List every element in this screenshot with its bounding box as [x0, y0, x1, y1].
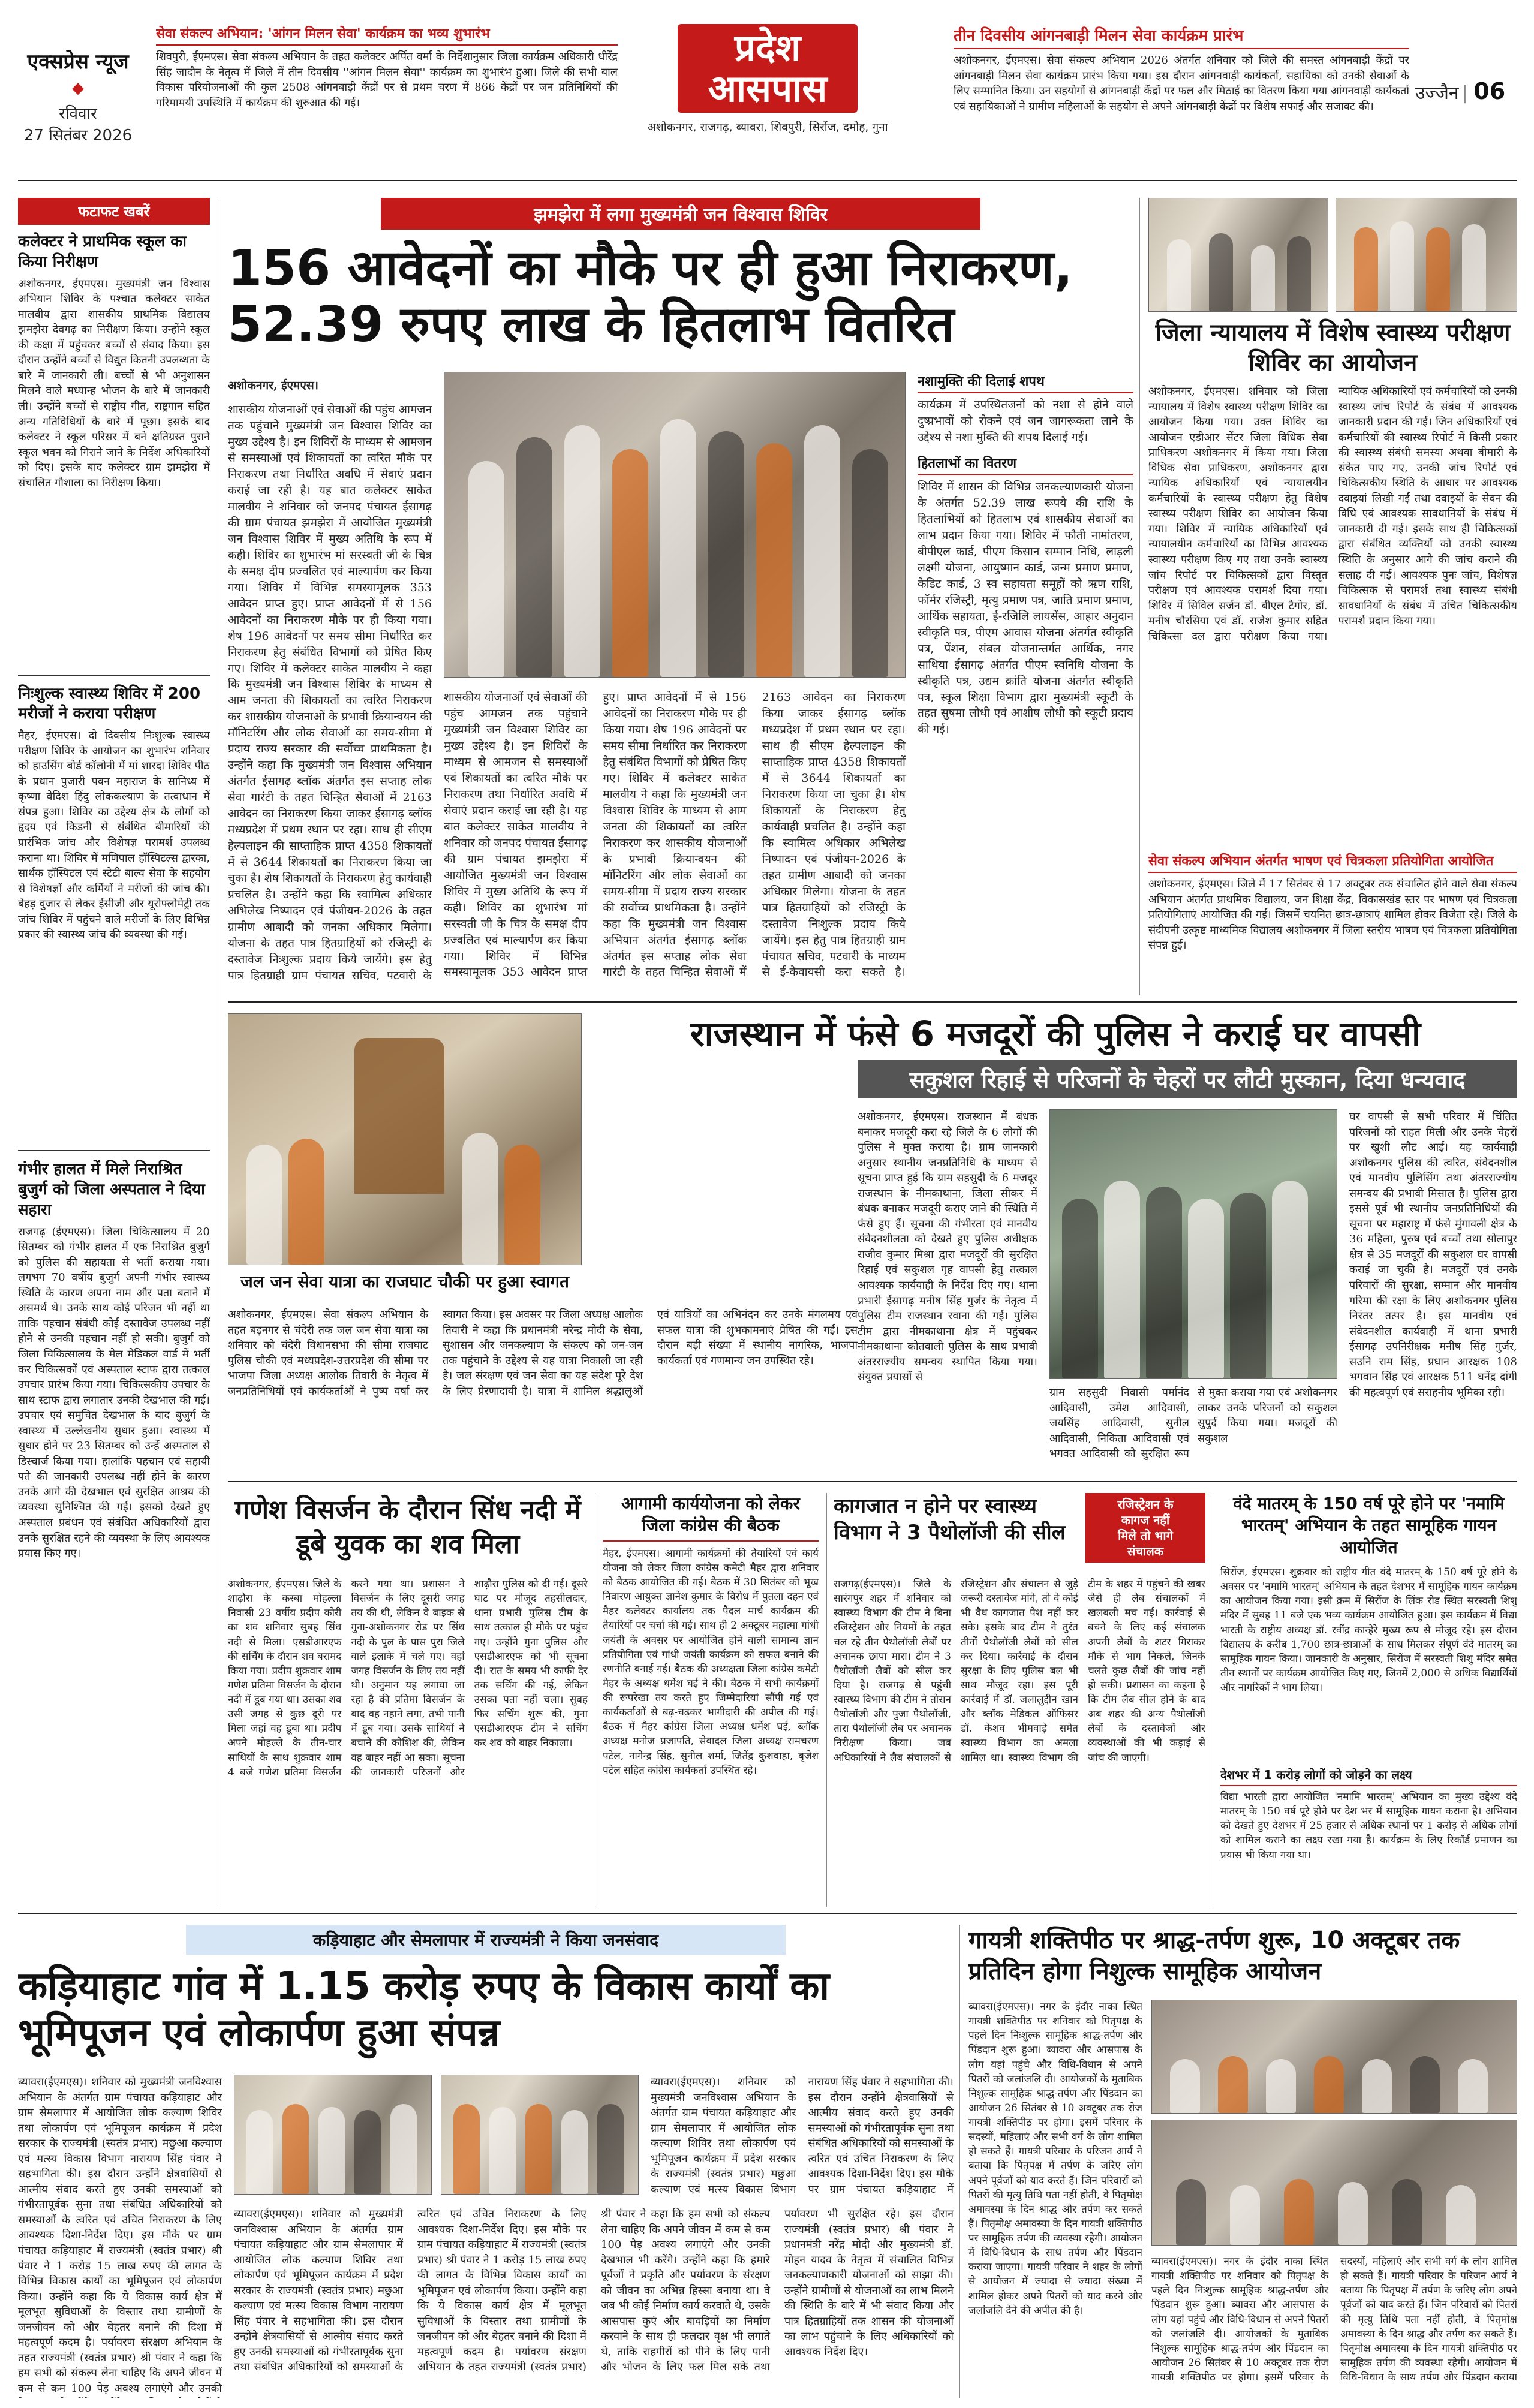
lead-sidebar — [918, 372, 1133, 995]
fatafat-item-2 — [18, 684, 210, 1136]
vande-story — [1220, 1493, 1517, 1907]
top-right-headline: तीन दिवसीय आंगनबाड़ी मिलन सेवा कार्यक्रम प्रारंभ — [954, 24, 1409, 49]
masthead-rule — [18, 180, 1517, 181]
lead-kicker: झमझेरा में लगा मुख्यमंत्री जन विश्वास शिविर — [381, 198, 980, 230]
lead-body-lower: शासकीय योजनाओं एवं सेवाओं की पहुंच आमजन तक पहुंचाने मुख्यमंत्री जन विश्वास शिविर का मुख्य उद्देश्य है। इन शिविरों के माध्यम से आमजन से समस्याओं एवं शिकायतों का त्वरित मौके पर निराकरण तथा निर्धारित अवधि में सेवाएं प्रदान कराई जा रही है। यह बात कलेक्टर साकेत मालवीय ने शनिवार को जनपद पंचायत ईसागढ़ की ग्राम पंचायत झमझेरा में आयोजित मुख्यमंत्री जन विश्वास शिविर में मुख्य अतिथि के रूप में कही। शिविर का शुभारंभ मां सरस्वती जी के चित्र के समक्ष दीप प्रज्वलित एवं माल्यार्पण कर किया गया। शिविर में विभिन्न समस्यामूलक 353 आवेदन प्राप्त हुए। प्राप्त आवेदनों में से 156 आवेदनों का निराकरण मौके पर ही किया गया। शेष 196 आवेदनों पर समय सीमा निर्धारित कर निराकरण हेतु संबंधित विभागों को प्रेषित किए गए। शिविर में कलेक्टर साकेत मालवीय ने कहा कि मुख्यमंत्री जन विश्वास शिविर के माध्यम से आम जनता की शिकायतों का त्वरित निराकरण कर शासकीय योजनाओं के प्रभावी क्रियान्वयन की मॉनिटरिंग और लोक सेवाओं का समय-सीमा में प्रदाय राज्य सरकार की सर्वोच्च प्राथमिकता है। उन्होंने कहा कि मुख्यमंत्री जन विश्वास अभियान अंतर्गत ईसागढ़ ब्लॉक अंतर्गत इस सप्ताह लोक सेवा गारंटी के तहत चिन्हित सेवाओं में 2163 आवेदन का निराकरण किया जाकर ईसागढ़ ब्लॉक मध्यप्रदेश में प्रथम स्थान पर रहा। साथ ही सीएम हेल्पलाइन की साप्ताहिक प्राप्त 4358 शिकायतों में से 3644 शिकायतों का निराकरण किया जा चुका है। शेष शिकायतों के निराकरण हेतु कार्यवाही प्रचलित है। उन्होंने कहा कि स्वामित्व अधिकार अभिलेख निष्पादन एवं पंजीयन-2026 के तहत ग्रामीण आबादी को जनका अधिकार मिलेगा। योजना के तहत पात्र हितग्राहियों को रजिस्ट्री के दस्तावेज निःशुल्क प्रदाय किये जायेंगे। इस हेतु पात्र हितग्राही ग्राम पंचायत सचिव, पटवारी के माध्यम से ई-केवायसी करा सकते है। — [444, 691, 906, 979]
rajasthan-photo — [1049, 1109, 1337, 1379]
rajasthan-body-right: घर वापसी से सभी परिवार में चिंतित परिजनों को राहत मिली और उनके चेहरों पर खुशी लौट आई। यह कार्यवाही अशोकनगर पुलिस की त्वरित, संवेदनशील एवं मानवीय पुलिसिंग तथा अंतरराज्यीय समन्वय की प्रभावी मिसाल है। पुलिस द्वारा इससे पूर्व भी स्थानीय जनप्रतिनिधियों की सूचना पर महाराष्ट्र में फंसे मुंगावली क्षेत्र के 36 महिला, पुरुष एवं बच्चों तथा सोलापुर क्षेत्र से 35 मजदूरों की सकुशल घर वापसी कराई जा चुकी है। मजदूरों एवं उनके परिवारों की सुरक्षा, सम्मान और मानवीय गरिमा की रक्षा के लिए अशोकनगर पुलिस निरंतर तत्पर है। इस मानवीय एवं संवेदनशील कार्यवाही में थाना प्रभारी ईसागढ़ उपनिरीक्षक मनीष सिंह गुर्जर, सउनि राम सिंह, प्रधान आरक्षक 108 भगवान सिंह एवं आरक्षक 511 घनेंद्र दांगी की महत्वपूर्ण एवं सराहनीय भूमिका रही। — [1349, 1110, 1517, 1399]
fatafat-headline: कलेक्टर ने प्राथमिक स्कूल का किया निरीक्षण — [18, 233, 187, 271]
pathology-headline: कागजात न होने पर स्वास्थ्य विभाग ने 3 पैथोलॉजी की सील — [834, 1494, 1066, 1545]
fatafat-label: फटाफट खबरें — [18, 198, 210, 225]
kadiyahat-photo-1 — [234, 2075, 432, 2195]
page-number: 06 — [1473, 78, 1506, 104]
sidebar-body-benefits: शिविर में शासन की विभिन्न जनकल्याणकारी योजना के अंतर्गत 52.39 लाख रूपये की राशि के हितलाभियों को हितलाभ एवं शासकीय सेवाओं का लाभ प्रदान किया गया। शिविर में फौती नामांतरण, बीपीएल कार्ड, पीएम किसान सम्मान निधि, लाड़ली लक्ष्मी योजना, आयुष्मान कार्ड, जन्म प्रमाण प्रमाण, केडिट कार्ड, 3 स्व सहायता समूहों को ऋण राशि, फॉर्मर रजिस्ट्री, मृत्यु प्रमाण पत्र, जाति प्रमाण प्रमाण, आर्थिक सहायता, ई-रजिलि लायसेंस, आहार अनुदान स्वीकृति पत्र, पीएम आवास योजना अंतर्गत स्वीकृति पत्र, पेंशन, संबल योजनान्तर्गत आर्थिक, नगर साथिया ईसागढ़ अंतर्गत पीएम स्वनिधि योजना के स्वीकृति पत्र, उद्यम क्रांति योजना अंतर्गत स्वीकृति पत्र, स्कूल शिक्षा विभाग द्वारा मुख्यमंत्री स्कूटी के तहत सुषमा लोधी एवं आशीष लोधी को स्कूटी प्रदाय की गई। — [918, 480, 1133, 736]
health-photo-right — [1336, 198, 1517, 312]
gayatri-photo-1 — [1151, 2000, 1517, 2114]
speech-headline: सेवा संकल्प अभियान अंतर्गत भाषण एवं चित्रकला प्रतियोगिता आयोजित — [1148, 851, 1517, 873]
lead-dateline: अशोकनगर, ईएमएस। — [228, 379, 318, 392]
edition-name: उज्जैन — [1415, 83, 1459, 104]
kadiyahat-photo-2 — [441, 2075, 639, 2195]
gayatri-photo-2 — [1151, 2120, 1517, 2246]
rajasthan-photo-caption: ग्राम सहसुदी निवासी पर्मानंद आदिवासी, उमेश आदिवासी, जयसिंह आदिवासी, सुनील आदिवासी, निकिता आदिवासी एवं भगवत आदिवासी को सुरक्षित रूप से मुक्त कराया गया एवं अशोकनगर लाकर उनके परिजनों को सकुशल सुपुर्द किया गया। मजदूरों की सकुशल — [1049, 1386, 1337, 1461]
masthead — [18, 24, 1517, 162]
vande-subbody: विद्या भारती द्वारा आयोजित 'नमामि भारतम्' अभियान का मुख्य उद्देश्य वंदे मातरम् के 150 वर्ष पूरे होने पर देश भर में सामूहिक गायन कराना है। अभियान को देखते हुए देशभर में 25 हजार से अधिक स्थानों पर 1 करोड़ से अधिक लोगों को शामिल कराने का लक्ष्य रखा गया है। कार्यक्रम के लिए रिकॉर्ड प्रमाणन का प्रयास भी किया गया था। — [1220, 1791, 1517, 1861]
kadiyahat-story — [18, 1925, 954, 2398]
vande-headline: वंदे मातरम् के 150 वर्ष पूरे होने पर 'नमामि भारतम्' अभियान के तहत सामूहिक गायन आयोजित — [1233, 1494, 1505, 1557]
gayatri-story — [968, 1925, 1517, 2398]
health-headline: जिला न्यायालय में विशेष स्वास्थ्य परीक्षण शिविर का आयोजन — [1155, 319, 1511, 377]
section-title-line2: आसपास — [708, 67, 828, 111]
ganesh-headline: गणेश विसर्जन के दौरान सिंध नदी में डूबे युवक का शव मिला — [234, 1495, 581, 1560]
fatafat-item-3 — [18, 1160, 210, 1907]
jal-jan-body: अशोकनगर, ईएमएस। सेवा संकल्प अभियान के तहत बड़नगर से चंदेरी तक जल जन सेवा यात्रा का शनिवार को चंदेरी विधानसभा की सीमा राजघाट पुलिस चौकी एवं मध्यप्रदेश-उत्तरप्रदेश की सीमा पर भाजपा जिला अध्यक्ष आलोक तिवारी के नेतृत्व में जनप्रतिनिधियों एवं कार्यकर्ताओं ने पुष्प वर्षा कर स्वागत किया। इस अवसर पर जिला अध्यक्ष आलोक तिवारी ने कहा कि प्रधानमंत्री नरेन्द्र मोदी के सेवा, सुशासन और जनकल्याण के संकल्प को जन-जन तक पहुंचाने के उद्देश्य से यह यात्रा निकाली जा रही है। जल संरक्षण एवं जन सेवा का यह संदेश पूरे देश के लिए प्रेरणादायी है। यात्रा में शामिल श्रद्धालुओं एवं यात्रियों का अभिनंदन कर उनके मंगलमय एवं सफल यात्रा की शुभकामनाएं प्रेषित की गईं। इस दौरान बड़ी संख्या में स्थानीय नागरिक, भाजपा कार्यकर्ता एवं गणमान्य जन उपस्थित रहे। — [228, 1308, 858, 1398]
rajasthan-body-left: अशोकनगर, ईएमएस। राजस्थान में बंधक बनाकर मजदूरी करा रहे जिले के 6 लोगों की पुलिस ने मुक्त कराया है। ग्राम जानकारी अनुसार स्थानीय जनप्रतिनिधि के माध्यम से सूचना प्राप्त हुई कि ग्राम सहसुदी के 6 मजदूर राजस्थान के नीमकाथाना, जिला सीकर में बंधक बनाकर मजदूरी कराए जाने की स्थिति में फंसे हुए हैं। सूचना की गंभीरता एवं मानवीय संवेदनशीलता को देखते हुए पुलिस अधीक्षक राजीव कुमार मिश्रा द्वारा मजदूरों की सुरक्षित रिहाई एवं सकुशल गृह वापसी हेतु तत्काल आवश्यक कार्यवाही के निर्देश दिए गए। थाना प्रभारी ईसागढ़ मनीष सिंह गुर्जर के नेतृत्व में पुलिस टीम राजस्थान रवाना की गई। पुलिस टीम द्वारा नीमकाथाना क्षेत्र में पहुंचकर नीमकाथाना कोतवाली पुलिस के साथ प्रभावी अंतरराज्यीय समन्वय स्थापित किया गया। संयुक्त प्रयासों से — [858, 1110, 1037, 1384]
kadiyahat-body-left: ब्यावरा(ईएमएस)। शनिवार को मुख्यमंत्री जनविश्वास अभियान के अंतर्गत ग्राम पंचायत कड़ियाहाट और ग्राम सेमलापार में आयोजित लोक कल्याण शिविर तथा लोकार्पण एवं भूमिपूजन कार्यक्रम में प्रदेश सरकार के राज्यमंत्री (स्वतंत्र प्रभार) मछुआ कल्याण एवं मत्स्य विकास विभाग नारायण सिंह पंवार ने सहभागिता की। इस दौरान उन्होंने क्षेत्रवासियों से आत्मीय संवाद करते हुए उनकी समस्याओं को गंभीरतापूर्वक सुना तथा संबंधित अधिकारियों को समस्याओं के त्वरित एवं उचित निराकरण के लिए आवश्यक दिशा-निर्देश दिए। इस मौके पर ग्राम पंचायत कड़ियाहाट में राज्यमंत्री (स्वतंत्र प्रभार) श्री पंवार ने 1 करोड़ 15 लाख रुपए की लागत के विभिन्न विकास कार्यों का भूमिपूजन एवं लोकार्पण किया। उन्होंने कहा कि ये विकास कार्य क्षेत्र में मूलभूत सुविधाओं के विस्तार तथा ग्रामीणों के जनजीवन को और बेहतर बनाने की दिशा में महत्वपूर्ण कदम है। पर्यावरण संरक्षण अभियान के तहत राज्यमंत्री (स्वतंत्र प्रभार) श्री पंवार ने कहा कि हम सभी को संकल्प लेना चाहिए कि अपने जीवन में कम से कम 100 पेड़ अवश्य लगाएंगे और उनकी — [18, 2076, 222, 2395]
fatafat-headline: निःशुल्क स्वास्थ्य शिविर में 200 मरीजों ने कराया परीक्षण — [18, 684, 201, 723]
fatafat-headline: गंभीर हालत में मिले निराश्रित बुजुर्ग को जिला अस्पताल ने दिया सहारा — [18, 1160, 205, 1219]
lead-headline: 156 आवेदनों का मौके पर ही हुआ निराकरण, 52.39 रुपए लाख के हितलाभ वितरित — [228, 240, 1073, 354]
pathology-body: राजगढ़(ईएमएस)। जिले के सारंगपुर शहर में शनिवार को स्वास्थ्य विभाग की टीम ने बिना रजिस्ट्रेशन और नियमों के तहत चल रहे तीन पैथोलॉजी लैबों पर अचानक छापा मारा। टीम ने 3 पैथोलॉजी लैबों को सील कर दिया है। राजगढ़ से पहुंची स्वास्थ्य विभाग की टीम ने तोरान पैथोलॉजी और पुजा पैथोलॉजी, तारा पैथोलॉजी लैब पर अचानक निरीक्षण किया। जब अधिकारियों ने लैब संचालकों से रजिस्ट्रेशन और संचालन से जुड़े जरूरी दस्तावेज मांगे, तो वे कोई भी वैध कागजात पेश नहीं कर सके। इसके बाद टीम ने तुरंत तीनों पैथोलॉजी लैबों को सील कर दिया। कार्रवाई के दौरान सुरक्षा के लिए पुलिस बल भी साथ मौजूद रहा। इस पूरी कार्रवाई में डॉ. जलालुद्दीन खान और ब्लॉक मेडिकल ऑफिसर डॉ. केशव भीमवाड़े समेत स्वास्थ्य विभाग का अमला शामिल था। स्वास्थ्य विभाग की टीम के शहर में पहुंचने की खबर जैसे ही लैब संचालकों में खलबली मच गई। कार्रवाई से बचने के लिए कई संचालक अपनी लैबों के शटर गिराकर मौके से भाग निकले, जिनके चलते कुछ लैबों की जांच नहीं हो सकी। प्रशासन का कहना है कि टीम लैब सील होने के बाद अब शहर की अन्य पैथोलॉजी लैबों के दस्तावेजों और व्यवस्थाओं की भी कड़ाई से जांच की जाएगी। — [834, 1578, 1205, 1764]
top-right-story — [954, 24, 1409, 162]
vande-subhead: देशभर में 1 करोड़ लोगों को जोड़ने का लक्ष्य — [1220, 1766, 1517, 1786]
kadiyahat-body-right: ब्यावरा(ईएमएस)। शनिवार को मुख्यमंत्री जनविश्वास अभियान के अंतर्गत ग्राम पंचायत कड़ियाहाट और ग्राम सेमलापार में आयोजित लोक कल्याण शिविर तथा लोकार्पण एवं भूमिपूजन कार्यक्रम में प्रदेश सरकार के राज्यमंत्री (स्वतंत्र प्रभार) मछुआ कल्याण एवं मत्स्य विकास विभाग नारायण सिंह पंवार ने सहभागिता की। इस दौरान उन्होंने क्षेत्रवासियों से आत्मीय संवाद करते हुए उनकी समस्याओं को गंभीरतापूर्वक सुना तथा संबंधित अधिकारियों को समस्याओं के त्वरित एवं उचित निराकरण के लिए आवश्यक दिशा-निर्देश दिए। इस मौके पर ग्राम पंचायत कड़ियाहाट में — [651, 2076, 954, 2196]
brand-name: एक्सप्रेस न्यूज — [27, 50, 129, 74]
congress-body: मैहर, ईएमएस। आगामी कार्यक्रमों की तैयारियों एवं कार्य योजना को लेकर जिला कांग्रेस कमेटी मैहर द्वारा शनिवार को बैठक आयोजित की गई। बैठक में 30 सितंबर को भूख निवारण आयुक्त ज्ञानेश कुमार के विरोध में पुतला दहन एवं मैहर कलेक्टर कार्यालय तक पैदल मार्च कार्यक्रम की तैयारियों पर चर्चा की गई। साथ ही 2 अक्टूबर महात्मा गांधी जयंती के अवसर पर आयोजित होने वाली सामान्य ज्ञान प्रतियोगिता एवं गांधी जयंती कार्यक्रम को सफल बनाने की रणनीति बनाई गई। बैठक की अध्यक्षता जिला कांग्रेस कमेटी मैहर के अध्यक्ष धर्मेश घई ने की। बैठक में सभी कार्यक्रमों की रूपरेखा तय करते हुए जिम्मेदारियां सौंपी गई एवं कार्यकर्ताओं से बढ़-चढ़कर भागीदारी की अपील की गई। बैठक में मैहर कांग्रेस जिला अध्यक्ष धर्मेश घई, ब्लॉक अध्यक्ष मनोज प्रजापति, सेवादल जिला अध्यक्ष रामचरण पटेल, नागेन्द्र सिंह, सुनील शर्मा, जितेंद्र कुशवाहा, बृजेश पटेल सहित कांग्रेस कार्यकर्ता उपस्थित रहे। — [603, 1547, 819, 1777]
sidebar-body-oath: कार्यक्रम में उपस्थितजनों को नशा से होने वाले दुष्प्रभावों को रोकने एवं जन जागरूकता लाने के उद्देश्य से नशा मुक्ति की शपथ दिलाई गई। — [918, 398, 1133, 444]
section-title-line1: प्रदेश — [734, 26, 801, 70]
kadiyahat-headline: कड़ियाहाट गांव में 1.15 करोड़ रुपए के विकास कार्यों का भूमिपूजन एवं लोकार्पण हुआ संपन्न — [18, 1964, 829, 2056]
gayatri-body-lower: ब्यावरा(ईएमएस)। नगर के इंदौर नाका स्थित गायत्री शक्तिपीठ पर शनिवार को पितृपक्ष के पहले दिन निःशुल्क सामूहिक श्राद्ध-तर्पण और पिंडदान शुरू हुआ। ब्यावरा और आसपास के लोग यहां पहुंचे और विधि-विधान से अपने पितरों को जलांजलि दी। आयोजकों के मुताबिक निशुल्क सामूहिक श्राद्ध-तर्पण और पिंडदान का आयोजन 26 सितंबर से 10 अक्टूबर तक रोज गायत्री शक्तिपीठ पर होगा। इसमें परिवार के सदस्यों, महिलाएं और सभी वर्ग के लोग शामिल हो सकते हैं। गायत्री परिवार के परिजन आर्य ने बताया कि पितृपक्ष में तर्पण के जरिए लोग अपने पूर्वजों को याद करते हैं। जिन परिवारों को पितरों की मृत्यु तिथि पता नहीं होती, वे पितृमोक्ष अमावस्या के दिन श्राद्ध और तर्पण कर सकते हैं। पितृमोक्ष अमावस्या के दिन गायत्री शक्तिपीठ पर सामूहिक तर्पण की व्यवस्था रहेगी। आयोजन में विधि-विधान के साथ तर्पण और पिंडदान कराया — [1151, 2256, 1517, 2383]
top-left-body: शिवपुरी, ईएमएस। सेवा संकल्प अभियान के तहत कलेक्टर अर्पित वर्मा के निर्देशानुसार जिला कार्यक्रम अधिकारी धीरेंद्र सिंह जादौन के नेतृत्व में जिले में तीन दिवसीय ''आंगन मिलन सेवा'' कार्यक्रम का शुभारंभ हुआ। जिले की सभी बाल विकास परियोजनाओं की कुल 2508 आंगनबाड़ी केंद्रों पर से प्रथम चरण में 866 केंद्रों पर जन प्रतिनिधियों की गरिमामयी उपस्थिति में कार्यक्रम की शुरुआत की गई। — [156, 50, 618, 109]
congress-headline: आगामी कार्ययोजना को लेकर जिला कांग्रेस की बैठक — [603, 1493, 819, 1542]
jal-jan-caption: जल जन सेवा यात्रा का राजघाट चौकी पर हुआ स्वागत — [240, 1272, 569, 1292]
gayatri-headline: गायत्री शक्तिपीठ पर श्राद्ध-तर्पण शुरू, 10 अक्टूबर तक प्रतिदिन होगा निशुल्क सामूहिक आयोजन — [968, 1927, 1460, 1985]
top-right-body: अशोकनगर, ईएमएस। सेवा संकल्प अभियान 2026 अंतर्गत शनिवार को जिले की समस्त आंगनबाड़ी केंद्रों पर आंगनबाड़ी मिलन सेवा कार्यक्रम प्रारंभ किया गया। इस दौरान आंगनवाड़ी कार्यकर्ता, सहायिका को उनकी सेवाओं के लिए सम्मानित किया। उन सहयोगों से आंगनबाड़ी केंद्रों पर फल और मिठाई का वितरण किया गया आंगनवाड़ी कार्यकर्ता एवं सहायिकाओं ने ग्रामीण महिलाओं के सहयोग से अपने आंगनबाड़ी केंद्रों पर विशेष सफाई और सजावट की। — [954, 54, 1409, 113]
lead-photo — [444, 372, 906, 678]
pathology-badge: रजिस्ट्रेशन के कागज नहीं मिले तो भागे संचालक — [1085, 1493, 1205, 1563]
top-left-headline: सेवा संकल्प अभियान: 'आंगन मिलन सेवा' कार्यक्रम का भव्य शुभारंभ — [156, 24, 618, 46]
rajasthan-headline: राजस्थान में फंसे 6 मजदूरों की पुलिस ने कराई घर वापसी — [690, 1013, 1421, 1054]
congress-story — [603, 1493, 819, 1907]
brand-ornament-icon: ◆ — [72, 79, 84, 97]
lead-story — [228, 198, 1133, 995]
pathology-story — [834, 1493, 1205, 1907]
section-badge — [630, 24, 906, 156]
speech-contest-story — [1148, 851, 1517, 995]
fatafat-body: राजगढ़ (ईएमएस)। जिला चिकित्सालय में 20 सितम्बर को गंभीर हालत में एक निराश्रित बुजुर्ग को पुलिस की सहायता से भर्ती कराया गया। लगभग 70 वर्षीय बुजुर्ग अपनी गंभीर स्वास्थ्य स्थिति के कारण अपना नाम और पता बताने में असमर्थ थे। उनके साथ कोई परिजन भी नहीं था ताकि पहचान संबंधी कोई दस्तावेज उपलब्ध नहीं होने से उनकी पहचान नहीं हो सकी। बुजुर्ग को जिला चिकित्सालय के मेल मेडिकल वार्ड में भर्ती कर चिकित्सकों एवं अस्पताल स्टाफ द्वारा तत्काल उपचार प्रारंभ किया गया। चिकित्सकीय उपचार के साथ स्टाफ द्वारा लगातार उनकी देखभाल की गई। उपचार एवं समुचित देखभाल के बाद बुजुर्ग के स्वास्थ्य में उल्लेखनीय सुधार हुआ। स्वास्थ्य में सुधार होने पर 23 सितम्बर को उन्हें अस्पताल से डिस्चार्ज किया गया। हालांकि पहचान एवं सहायी पते की जानकारी उपलब्ध नहीं होने के कारण उनके आगे की देखभाल एवं सुरक्षित आश्रय की व्यवस्था सुनिश्चित की गई। इसको देखते हुए अस्पताल प्रबंधन एवं संबंधित अधिकारियों द्वारा उनके सुरक्षित रहने की व्यवस्था के लिए आवश्यक प्रयास किए गए। — [18, 1225, 210, 1560]
gayatri-body: ब्यावरा(ईएमएस)। नगर के इंदौर नाका स्थित गायत्री शक्तिपीठ पर शनिवार को पितृपक्ष के पहले दिन निःशुल्क सामूहिक श्राद्ध-तर्पण और पिंडदान शुरू हुआ। ब्यावरा और आसपास के लोग यहां पहुंचे और विधि-विधान से अपने पितरों को जलांजलि दी। आयोजकों के मुताबिक निशुल्क सामूहिक श्राद्ध-तर्पण और पिंडदान का आयोजन 26 सितंबर से 10 अक्टूबर तक रोज गायत्री शक्तिपीठ पर होगा। इसमें परिवार के सदस्यों, महिलाएं और सभी वर्ग के लोग शामिल हो सकते हैं। गायत्री परिवार के परिजन आर्य ने बताया कि पितृपक्ष में तर्पण के जरिए लोग अपने पूर्वजों को याद करते हैं। जिन परिवारों को पितरों की मृत्यु तिथि पता नहीं होती, वे पितृमोक्ष अमावस्या के दिन श्राद्ध और तर्पण कर सकते हैं। पितृमोक्ष अमावस्या के दिन गायत्री शक्तिपीठ पर सामूहिक तर्पण की व्यवस्था रहेगी। आयोजन में विधि-विधान के साथ तर्पण और पिंडदान कराया जाएगा। गायत्री परिवार ने शहर के लोगों से आयोजन में ज्यादा से ज्यादा संख्या में शामिल होकर अपने पितरों को याद करने और जलांजलि देने की अपील की है। — [968, 2001, 1142, 2317]
speech-body: अशोकनगर, ईएमएस। जिले में 17 सितंबर से 17 अक्टूबर तक संचालित होने वाले सेवा संकल्प अभियान अंतर्गत प्राथमिक विद्यालय, जन शिक्षा केंद्र, विकासखंड स्तर पर भाषण एवं चित्रकला प्रतियोगिताएं आयोजित की गईं। जिसमें चयनित छात्र-छात्राएं शामिल होकर विजेता रहे। जिले के संदीपनी उत्कृष्ट माध्यमिक विद्यालय अशोकनगर में जिला स्तरीय भाषण एवं चित्रकला प्रतियोगिता संपन्न हुई। — [1148, 878, 1517, 952]
vande-body: सिरोंज, ईएमएस। शुक्रवार को राष्ट्रीय गीत वंदे मातरम् के 150 वर्ष पूरे होने के अवसर पर 'नमामि भारतम्' अभियान के तहत देशभर में सामूहिक गायन कार्यक्रम का आयोजन किया गया। इसी क्रम में सिरोंज के लिंक रोड स्थित सरस्वती शिशु मंदिर में सुबह 11 बजे एक भव्य कार्यक्रम आयोजित हुआ। इस कार्यक्रम में विद्या भारती के राष्ट्रीय अध्यक्ष डॉ. रवींद्र कान्हेरे मुख्य रूप से मौजूद रहे। इस दौरान विद्यालय के करीब 1,700 छात्र-छात्राओं के साथ मिलकर संपूर्ण वंदे मातरम् का सामूहिक गायन किया। जानकारी के अनुसार, सिरोंज में सरस्वती शिशु मंदिर समेत तीन स्थानों पर कार्यक्रम आयोजित किए गए, जिनमें 2,000 से अधिक विद्यार्थियों और नागरिकों ने भाग लिया। — [1220, 1566, 1517, 1694]
health-camp-story — [1148, 198, 1517, 845]
rajasthan-subhead: सकुशल रिहाई से परिजनों के चेहरों पर लौटी मुस्कान, दिया धन्यवाद — [858, 1060, 1517, 1098]
top-left-story — [156, 24, 618, 162]
jal-jan-photo — [228, 1013, 582, 1265]
fatafat-column — [18, 198, 210, 1907]
health-body: अशोकनगर, ईएमएस। शनिवार को जिला न्यायालय में विशेष स्वास्थ्य परीक्षण शिविर का आयोजन किया गया। उक्त शिविर का आयोजन एडीआर सेंटर जिला विधिक सेवा प्राधिकरण अशोकनगर में किया गया। जिला विधिक सेवा प्राधिकरण, अशोकनगर द्वारा न्यायिक अधिकारियों एवं न्यायालयीन कर्मचारियों के स्वास्थ्य परीक्षण हेतु विशेष स्वास्थ्य परीक्षण शिविर का आयोजन किया गया। शिविर में न्यायिक अधिकारियों एवं न्यायालयीन कर्मचारियों का विभिन्न आवश्यक स्वास्थ्य परीक्षण किए गए तथा उनके स्वास्थ्य जांच रिपोर्ट पर चिकित्सकों द्वारा विस्तृत परीक्षण एवं आवश्यक परामर्श दिया गया। शिविर में सिविल सर्जन डॉ. बीएल टैगोर, डॉ. मनीष चौरसिया एवं डॉ. राजेश कुमार सहित चिकित्सा दल द्वारा परीक्षण किया गया। न्यायिक अधिकारियों एवं कर्मचारियों को उनकी स्वास्थ्य जांच रिपोर्ट के संबंध में आवश्यक जानकारी प्रदान की गई। जिन अधिकारियों एवं कर्मचारियों की स्वास्थ्य रिपोर्ट में किसी प्रकार की स्वास्थ्य संबंधी समस्या अथवा बीमारी के संकेत पाए गए, उनकी जांच रिपोर्ट एवं चिकित्सकीय स्थिति के आधार पर आवश्यक दवाइयां लिखी गईं तथा दवाइयों के सेवन की विधि एवं आवश्यक सावधानियों के संबंध में जानकारी दी गई। इसके साथ ही चिकित्सकों द्वारा संबंधित व्यक्तियों को उनकी स्वास्थ्य स्थिति के अनुसार आगे की जांच कराने की सलाह दी गई। आवश्यक पुनः जांच, विशेषज्ञ चिकित्सक से परामर्श तथा स्वास्थ्य संबंधी सावधानियों के संबंध में उचित चिकित्सकीय परामर्श प्रदान किया गया। — [1148, 385, 1517, 643]
lead-body-left: शासकीय योजनाओं एवं सेवाओं की पहुंच आमजन तक पहुंचाने मुख्यमंत्री जन विश्वास शिविर का मुख्य उद्देश्य है। इन शिविरों के माध्यम से आमजन से समस्याओं एवं शिकायतों का त्वरित मौके पर निराकरण तथा निर्धारित अवधि में सेवाएं प्रदान कराई जा रही है। यह बात कलेक्टर साकेत मालवीय ने शनिवार को जनपद पंचायत ईसागढ़ की ग्राम पंचायत झमझेरा में आयोजित मुख्यमंत्री जन विश्वास शिविर में मुख्य अतिथि के रूप में कही। शिविर का शुभारंभ मां सरस्वती जी के चित्र के समक्ष दीप प्रज्वलित एवं माल्यार्पण कर किया गया। शिविर में विभिन्न समस्यामूलक 353 आवेदन प्राप्त हुए। प्राप्त आवेदनों में से 156 आवेदनों का निराकरण मौके पर ही किया गया। शेष 196 आवेदनों पर समय सीमा निर्धारित कर निराकरण हेतु संबंधित विभागों को प्रेषित किए गए। शिविर में कलेक्टर साकेत मालवीय ने कहा कि मुख्यमंत्री जन विश्वास शिविर के माध्यम से आम जनता की शिकायतों का त्वरित निराकरण कर शासकीय योजनाओं के प्रभावी क्रियान्वयन की मॉनिटरिंग और लोक सेवाओं का समय-सीमा में प्रदाय राज्य सरकार की सर्वोच्च प्राथमिकता है। उन्होंने कहा कि मुख्यमंत्री जन विश्वास अभियान अंतर्गत ईसागढ़ ब्लॉक अंतर्गत इस सप्ताह लोक सेवा गारंटी के तहत चिन्हित सेवाओं में 2163 आवेदन का निराकरण किया जाकर ईसागढ़ ब्लॉक मध्यप्रदेश में प्रथम स्थान पर रहा। साथ ही सीएम हेल्पलाइन की साप्ताहिक प्राप्त 4358 शिकायतों में से 3644 शिकायतों का निराकरण किया जा चुका है। शेष शिकायतों के निराकरण हेतु कार्यवाही प्रचलित है। उन्होंने कहा कि स्वामित्व अधिकार अभिलेख निष्पादन एवं पंजीयन-2026 के तहत ग्रामीण आबादी को जनका अधिकार मिलेगा। योजना के तहत पात्र हितग्राहियों को रजिस्ट्री के दस्तावेज निःशुल्क प्रदाय किये जायेंगे। इस हेतु पात्र हितग्राही ग्राम पंचायत सचिव, पटवारी के — [228, 403, 432, 982]
brand-box — [18, 36, 138, 156]
ganesh-body: अशोकनगर, ईएमएस। जिले के शाढ़ौरा के कस्बा मोहल्ला निवासी 23 वर्षीय प्रदीप कोरी का शव शनिवार सुबह सिंध नदी से मिला। एसडीआरएफ की सर्चिंग के दौरान शव बरामद किया गया। प्रदीप शुक्रवार शाम गणेश प्रतिमा विसर्जन के दौरान नदी में डूब गया था। उसका शव उसी जगह से कुछ दूरी पर मिला जहां वह डूबा था। प्रदीप अपने मोहल्ले के तीन-चार साथियों के साथ शुक्रवार शाम 4 बजे गणेश प्रतिमा विसर्जन करने गया था। प्रशासन ने विसर्जन के लिए दूसरी जगह तय की थी, लेकिन वे बाइक से गुना-अशोकनगर रोड पर सिंध नदी के पुल के पास पुरा जिले वाले इलाके में चले गए। वहां जगह विसर्जन के लिए तय नहीं थी। अनुमान यह लगाया जा रहा है की प्रतिमा विसर्जन के बाद वह नहाने लगा, तभी पानी में डूब गया। उसके साथियों ने बचाने की कोशिश की, लेकिन वह बाहर नहीं आ सका। सूचना की जानकारी परिजनों और शाढ़ौरा पुलिस को दी गई। दूसरे घाट पर मौजूद तहसीलदार, थाना प्रभारी पुलिस टीम के साथ तत्काल ही मौके पर पहुंच गए। उन्होंने गुना पुलिस और एसडीआरएफ को भी सूचना दी। रात के समय भी काफी देर तक सर्चिंग की गई, लेकिन उसका पता नहीं चला। सुबह फिर सर्चिंग शुरू की, गुना एसडीआरएफ टीम ने सर्चिंग कर शव को बाहर निकाला। — [228, 1578, 588, 1778]
edition-box: उज्जैन | 06 — [1415, 78, 1506, 104]
section-districts: अशोकनगर, राजगढ़, ब्यावरा, शिवपुरी, सिरोंज, दमोह, गुना — [647, 121, 888, 134]
fatafat-body: अशोकनगर, ईएमएस। मुख्यमंत्री जन विश्वास अभियान शिविर के पश्चात कलेक्टर साकेत मालवीय द्वारा शासकीय प्राथमिक विद्यालय झमझेरा देवगढ़ का निरीक्षण किया। उन्होंने स्कूल की कक्षा में पहुंचकर बच्चों से संवाद किया। इस दौरान उन्होंने बच्चों से विद्युत कितनी उपलब्धता के बारे में जानकारी ली। बच्चों से भी अनुशासन मिलने वाले मध्यान्ह भोजन के बारे में जानकारी ली। उन्होंने बच्चों से राष्ट्रीय गीत, राष्ट्रगान सहित अन्य गतिविधियों के बारे में पूछा। इसके बाद कलेक्टर ने स्कूल परिसर में बने क्षतिग्रस्त पुराने स्कूल भवन को गिराने जाने के निर्देश अधिकारियों को दिए। इसके बाद कलेक्टर ग्राम झमझेरा में संचालित गौशाला का निरीक्षण किया। — [18, 277, 210, 489]
issue-day: रविवार — [59, 105, 97, 123]
sidebar-head-oath: नशामुक्ति की दिलाई शपथ — [918, 372, 1133, 393]
rajasthan-story — [594, 1013, 1517, 1481]
kadiyahat-kicker: कड़ियाहाट और सेमलापार में राज्यमंत्री ने किया जनसंवाद — [186, 1925, 786, 1955]
fatafat-item-1 — [18, 232, 210, 660]
issue-date: 27 सितंबर 2026 — [23, 127, 133, 145]
ganesh-story — [228, 1493, 588, 1907]
kadiyahat-body: ब्यावरा(ईएमएस)। शनिवार को मुख्यमंत्री जनविश्वास अभियान के अंतर्गत ग्राम पंचायत कड़ियाहाट और ग्राम सेमलापार में आयोजित लोक कल्याण शिविर तथा लोकार्पण एवं भूमिपूजन कार्यक्रम में प्रदेश सरकार के राज्यमंत्री (स्वतंत्र प्रभार) मछुआ कल्याण एवं मत्स्य विकास विभाग नारायण सिंह पंवार ने सहभागिता की। इस दौरान उन्होंने क्षेत्रवासियों से आत्मीय संवाद करते हुए उनकी समस्याओं को गंभीरतापूर्वक सुना तथा संबंधित अधिकारियों को समस्याओं के त्वरित एवं उचित निराकरण के लिए आवश्यक दिशा-निर्देश दिए। इस मौके पर ग्राम पंचायत कड़ियाहाट में राज्यमंत्री (स्वतंत्र प्रभार) श्री पंवार ने 1 करोड़ 15 लाख रुपए की लागत के विभिन्न विकास कार्यों का भूमिपूजन एवं लोकार्पण किया। उन्होंने कहा कि ये विकास कार्य क्षेत्र में मूलभूत सुविधाओं के विस्तार तथा ग्रामीणों के जनजीवन को और बेहतर बनाने की दिशा में महत्वपूर्ण कदम है। पर्यावरण संरक्षण अभियान के तहत राज्यमंत्री (स्वतंत्र प्रभार) श्री पंवार ने कहा कि हम सभी को संकल्प लेना चाहिए कि अपने जीवन में कम से कम 100 पेड़ अवश्य लगाएंगे और उनकी देखभाल भी करेंगे। उन्होंने कहा कि हमारे पूर्वजों ने प्रकृति और पर्यावरण के संरक्षण को जीवन का अभिन्न हिस्सा बनाया था। वे जब भी कोई निर्माण कार्य करवाते थे, उसके आसपास कुएं और बावड़ियों का निर्माण करवाने के साथ ही फलदार वृक्ष भी लगाते थे, ताकि राहगीरों को पीने के लिए पानी और भोजन के लिए फल मिल सके तथा पर्यावरण भी सुरक्षित रहे। इस दौरान राज्यमंत्री (स्वतंत्र प्रभार) श्री पंवार ने प्रधानमंत्री नरेंद्र मोदी और मुख्यमंत्री डॉ. मोहन यादव के नेतृत्व में संचालित विभिन्न जनकल्याणकारी योजनाओं को साझा की। उन्होंने ग्रामीणों से योजनाओं का लाभ मिलने की स्थिति के बारे में भी संवाद किया और पात्र हितग्राहियों तक शासन की योजनाओं का लाभ पहुंचाने के लिए अधिकारियों को आवश्यक निर्देश दिए। — [234, 2208, 954, 2374]
fatafat-body: मैहर, ईएमएस। दो दिवसीय निःशुल्क स्वास्थ्य परीक्षण शिविर के आयोजन का शुभारंभ शनिवार को हाउसिंग बोर्ड कॉलोनी में मां शारदा शिविर पीठ के प्रधान पुजारी पवन महाराज के सानिध्य में कृष्णा वेदिश हिंदु लोककल्याण के तत्वाधान में संपन्न हुआ। शिविर का उद्देश्य क्षेत्र के लोगों को हृदय एवं किडनी से संबंधित बीमारियों की प्रारंभिक जांच और विशेषज्ञ परामर्श उपलब्ध कराना था। शिविर में मणिपाल हॉस्पिटल्स द्वारका, सार्थक हॉस्पिटल एवं स्टेटी बाल्व सेवा के सहयोग से विशेषज्ञों और कर्मियों ने मरीजों की जांच की। बेहड़ वुजार से लेकर ईसीजी और यूरोफ्लोमेट्री तक जांच शिविर में पहुंचने वाले मरीजों के लिए विभिन्न प्रकार की स्वास्थ्य जांच की व्यवस्था की गई। — [18, 729, 210, 941]
health-photo-left — [1148, 198, 1328, 312]
sidebar-head-benefits: हितलाभों का वितरण — [918, 454, 1133, 475]
